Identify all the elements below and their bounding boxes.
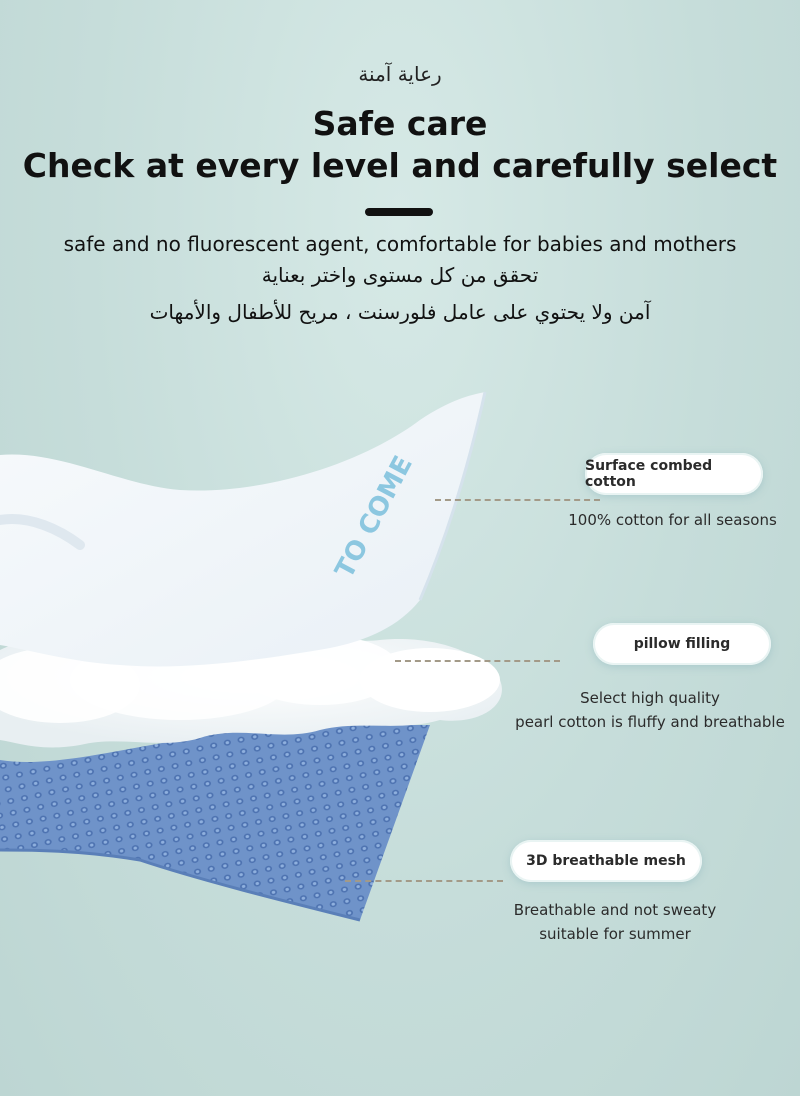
title-line-2: Check at every level and carefully select (22, 146, 778, 185)
layer-desc-filling-2: pearl cotton is fluffy and breathable (515, 713, 785, 731)
leader-line-cotton (435, 499, 600, 501)
arabic-tag: رعاية آمنة (358, 62, 442, 86)
layer-desc-mesh-2: suitable for summer (539, 925, 691, 943)
leader-line-mesh (345, 880, 503, 882)
subtitle-english: safe and no fluorescent agent, comfortable for babies and mothers (63, 232, 737, 256)
fabric-print-text: TO COME (329, 451, 419, 584)
layer-label-mesh: 3D breathable mesh (510, 840, 702, 882)
mesh-layer (0, 725, 430, 920)
subtitle-arabic-2: آمن ولا يحتوي على عامل فلورسنت ، مريح للأطفال والأمهات (149, 300, 651, 324)
title-divider (365, 208, 433, 216)
layer-desc-mesh-1: Breathable and not sweaty (513, 901, 717, 919)
leader-line-filling (395, 660, 560, 662)
fabric-layers-illustration (0, 380, 520, 960)
layer-desc-cotton: 100% cotton for all seasons (568, 511, 777, 529)
subtitle-arabic-1: تحقق من كل مستوى واختر بعناية (261, 263, 539, 287)
cotton-layer (0, 392, 485, 666)
layer-label-cotton: Surface combed cotton (585, 453, 763, 495)
title-line-1: Safe care (312, 104, 488, 143)
layer-label-filling: pillow filling (593, 623, 771, 665)
layer-desc-filling-1: Select high quality (580, 689, 720, 707)
